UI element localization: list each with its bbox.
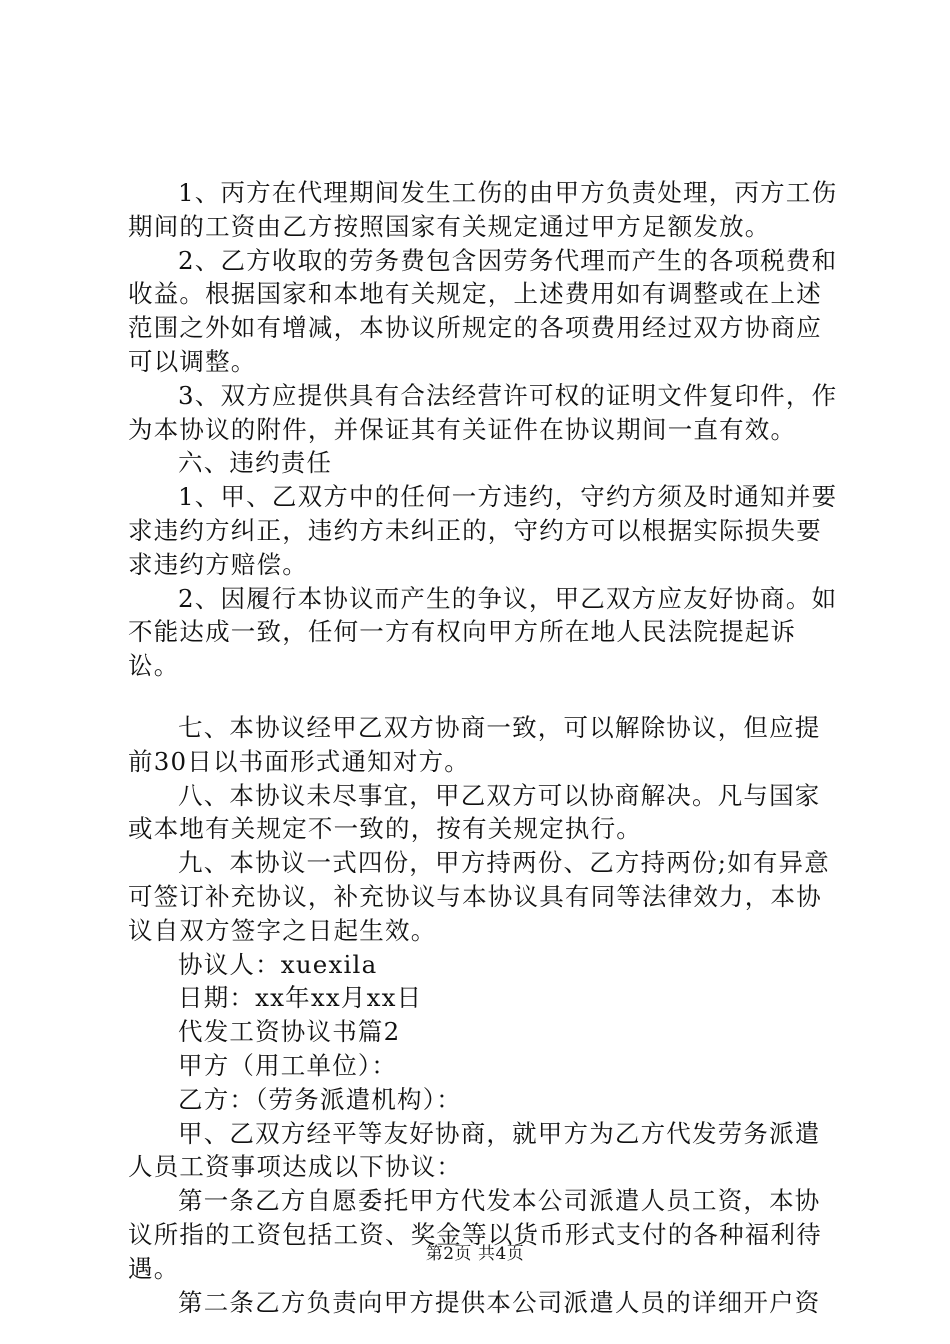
document-body: [128, 176, 840, 1319]
party-a-line: 甲方（用工单位）：: [178, 1050, 398, 1080]
paragraph-service-fee: 2、乙方收取的劳务费包含因劳务代理而产生的各项税费和收益。根据国家和本地有关规定，上述费用如有调整或在上述范围之外如有增减，本协议所规定的各项费用经过双方协商应可以调整。: [128, 245, 838, 376]
date-line: 日期：xx年xx月xx日: [178, 983, 423, 1013]
paragraph-termination: 七、本协议经甲乙双方协商一致，可以解除协议，但应提前30日以书面形式通知对方。: [128, 712, 821, 776]
paragraph-dispute: 2、因履行本协议而产生的争议，甲乙双方应友好协商。如不能达成一致，任何一方有权向甲方所在地人民法院提起诉讼。: [128, 583, 838, 681]
party-b-line: 乙方：（劳务派遣机构）：: [178, 1084, 462, 1114]
paragraph-breach-notice: 1、甲、乙双方中的任何一方违约，守约方须及时通知并要求违约方纠正，违约方未纠正的，守约方可以根据实际损失要求违约方赔偿。: [128, 482, 838, 579]
paragraph-gap: [128, 683, 840, 711]
paragraph-article-two: 第二条乙方负责向甲方提供本公司派遣人员的详细开户资: [178, 1287, 821, 1317]
paragraph-license-copies: 3、双方应提供具有合法经营许可权的证明文件复印件，作为本协议的附件，并保证其有关证件在协议期间一直有效。: [128, 380, 838, 444]
paragraph-article-one: 第一条乙方自愿委托甲方代发本公司派遣人员工资，本协议所指的工资包括工资、奖金等以货币形式支付的各种福利待遇。: [128, 1186, 822, 1283]
paragraph-unsettled-matters: 八、本协议未尽事宜，甲乙双方可以协商解决。凡与国家或本地有关规定不一致的，按有关规定执行。: [128, 780, 821, 844]
paragraph-work-injury: 1、丙方在代理期间发生工伤的由甲方负责处理，丙方工伤期间的工资由乙方按照国家有关规定通过甲方足额发放。: [128, 178, 838, 241]
section-heading-breach: 六、违约责任: [178, 448, 333, 478]
page-footer: 第2页 共4页: [425, 1244, 525, 1264]
paragraph-agreement-intro: 甲、乙双方经平等友好协商，就甲方为乙方代发劳务派遣人员工资事项达成以下协议：: [128, 1118, 821, 1182]
paragraph-copies-effective: 九、本协议一式四份，甲方持两份、乙方持两份;如有异意可签订补充协议，补充协议与本协议具有同等法律效力，本协议自双方签字之日起生效。: [128, 848, 830, 945]
article-title: 代发工资协议书篇2: [178, 1017, 401, 1047]
signatory-line: 协议人：xuexila: [178, 949, 378, 979]
